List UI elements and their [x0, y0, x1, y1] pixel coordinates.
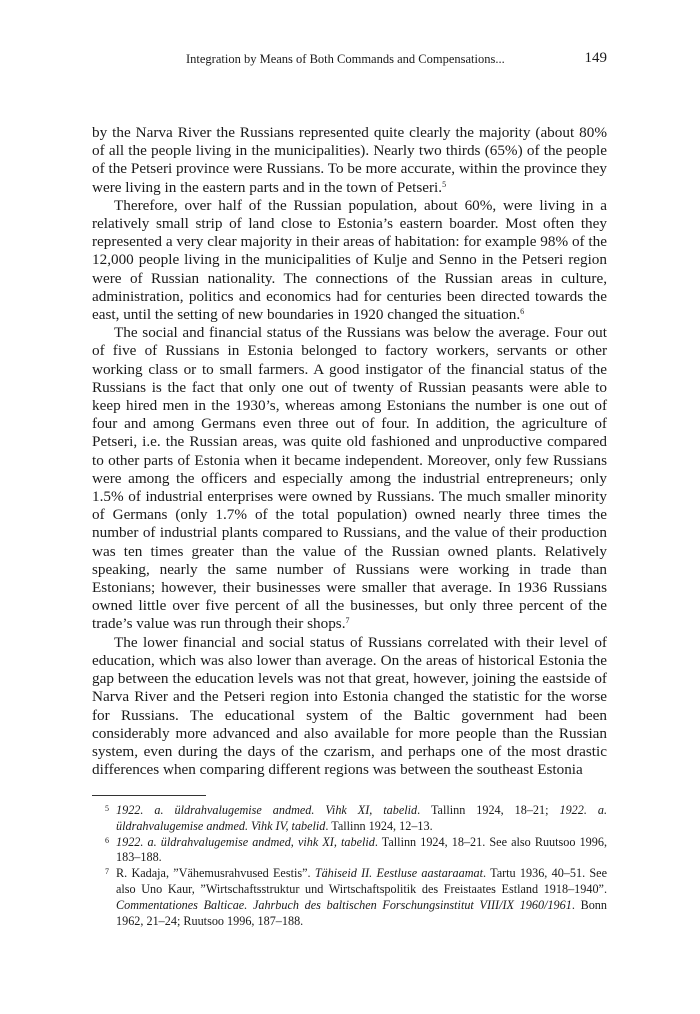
paragraph [92, 197, 607, 324]
italic-title: 1922. a. üldrahvalugemise andmed. Vihk XI, tabelid [116, 803, 418, 817]
footnote-mark: 5 [105, 804, 109, 813]
italic-title: 1922. a. üldrahvalugemise andmed. Vihk IV, tabelid [116, 803, 608, 833]
body-text [92, 124, 607, 779]
italic-title: Commentationes Balticae. Jahrbuch des baltischen Forschungsinstitut VIII/IX 1960/1961 [116, 897, 572, 912]
paragraph [92, 324, 607, 633]
italic-title: Tähiseid II. Eestluse aastaraamat [314, 866, 484, 881]
footnote-text [116, 803, 607, 833]
footnote-separator [92, 795, 206, 796]
paragraph [92, 634, 607, 780]
text-run: . Tallinn 1924, 18–21. See also Ruutsoo 1996, 183–188. [116, 834, 607, 865]
text-run: The lower financial and social status of Russians correlated with their level of education, which was also lower than average. On the areas of historical Estonia the gap between the education levels was not that great, however, joining the eastside of Narva River and the Petseri region into Estonia changed the statistic for the worse for Russians. The educational system of the Baltic government had been considerably more advanced and also available for more people than the Russian system, even during the days of the czarism, and perhaps one of the most drastic differences when comparing different regions was between the southeast Estonia [92, 633, 607, 779]
text-run: . Bonn 1962, 21–24; Ruutsoo 1996, 187–188. [116, 897, 607, 928]
text-run: R. Kadaja, ”Vähemusrahvused Eestis”. [116, 866, 315, 881]
text-run: . Tallinn 1924, 18–21; [417, 803, 560, 817]
footnote-reference[interactable]: 7 [345, 616, 350, 626]
text-run: The social and financial status of the Russians was below the average. Four out of five of Russians in Estonia belonged to factory workers, servants or other working class or to small farmers. A good instigator of the financial status of the Russians is the fact that only one out of twenty of Russian peasants were able to keep hired men in the 1930’s, whereas among Estonians the number is one out of four and among Germans even three out of four. In addition, the agriculture of Petseri, i.e. the Russian areas, was quite old fashioned and unproductive compared to other parts of Estonia when it became independent. Moreover, only few Russians were among the officers and especially among the industrial entrepreneurs; only 1.5% of industrial enterprises were owned by Russians. The much smaller minority of Germans (only 1.7% of the total population) owned nearly three times the number of industrial plants compared to Russians, and the value of their production was ten times greater than the value of the Russian owned plants. Relatively speaking, nearly the same number of Russians were working in trade than Estonians; however, their businesses were smaller that average. In 1936 Russians owned little over five percent of all the businesses, but only three percent of the trade’s value was run through their shops. [92, 324, 607, 633]
footnote [92, 835, 607, 867]
footnote-text [116, 835, 607, 865]
footnote-mark: 7 [105, 867, 109, 877]
text-run: . Tartu 1936, 40–51. See also Uno Kaur, ”Wirtschaftsstruktur und Wirtschaftspolitik des Freistaates Estland 1918–1940”. [116, 866, 607, 896]
footnote-mark: 6 [105, 835, 109, 845]
paragraph [92, 124, 607, 197]
footnote [92, 866, 607, 929]
italic-title: 1922. a. üldrahvalugemise andmed, vihk XI, tabelid [116, 834, 375, 849]
footnote [92, 803, 607, 835]
footnote-reference[interactable]: 6 [520, 307, 525, 317]
footnote-text [116, 866, 607, 927]
running-head [92, 50, 607, 70]
page-number: 149 [584, 50, 607, 66]
running-title: Integration by Means of Both Commands and Compensations... [186, 52, 505, 66]
footnotes [92, 803, 607, 929]
text-run: . Tallinn 1924, 12–13. [325, 818, 433, 833]
footnote-reference[interactable]: 5 [442, 179, 447, 189]
text-run: by the Narva River the Russians represented quite clearly the majority (about 80% of all the people living in the municipalities). Nearly two thirds (65%) of the people of the Petseri province were Russians. To be more accurate, within the province they were living in the eastern parts and in the town of Petseri. [92, 124, 607, 196]
text-run: Therefore, over half of the Russian population, about 60%, were living in a relatively small strip of land close to Estonia’s eastern boarder. Most often they represented a very clear majority in their areas of habitation: for example 98% of the 12,000 people living in the municipalities of Kulje and Senno in the Petseri region were of Russian nationality. The connections of the Russian areas in culture, administration, politics and economics had for centuries been directed towards the east, until the setting of new boundaries in 1920 changed the situation. [92, 196, 607, 324]
